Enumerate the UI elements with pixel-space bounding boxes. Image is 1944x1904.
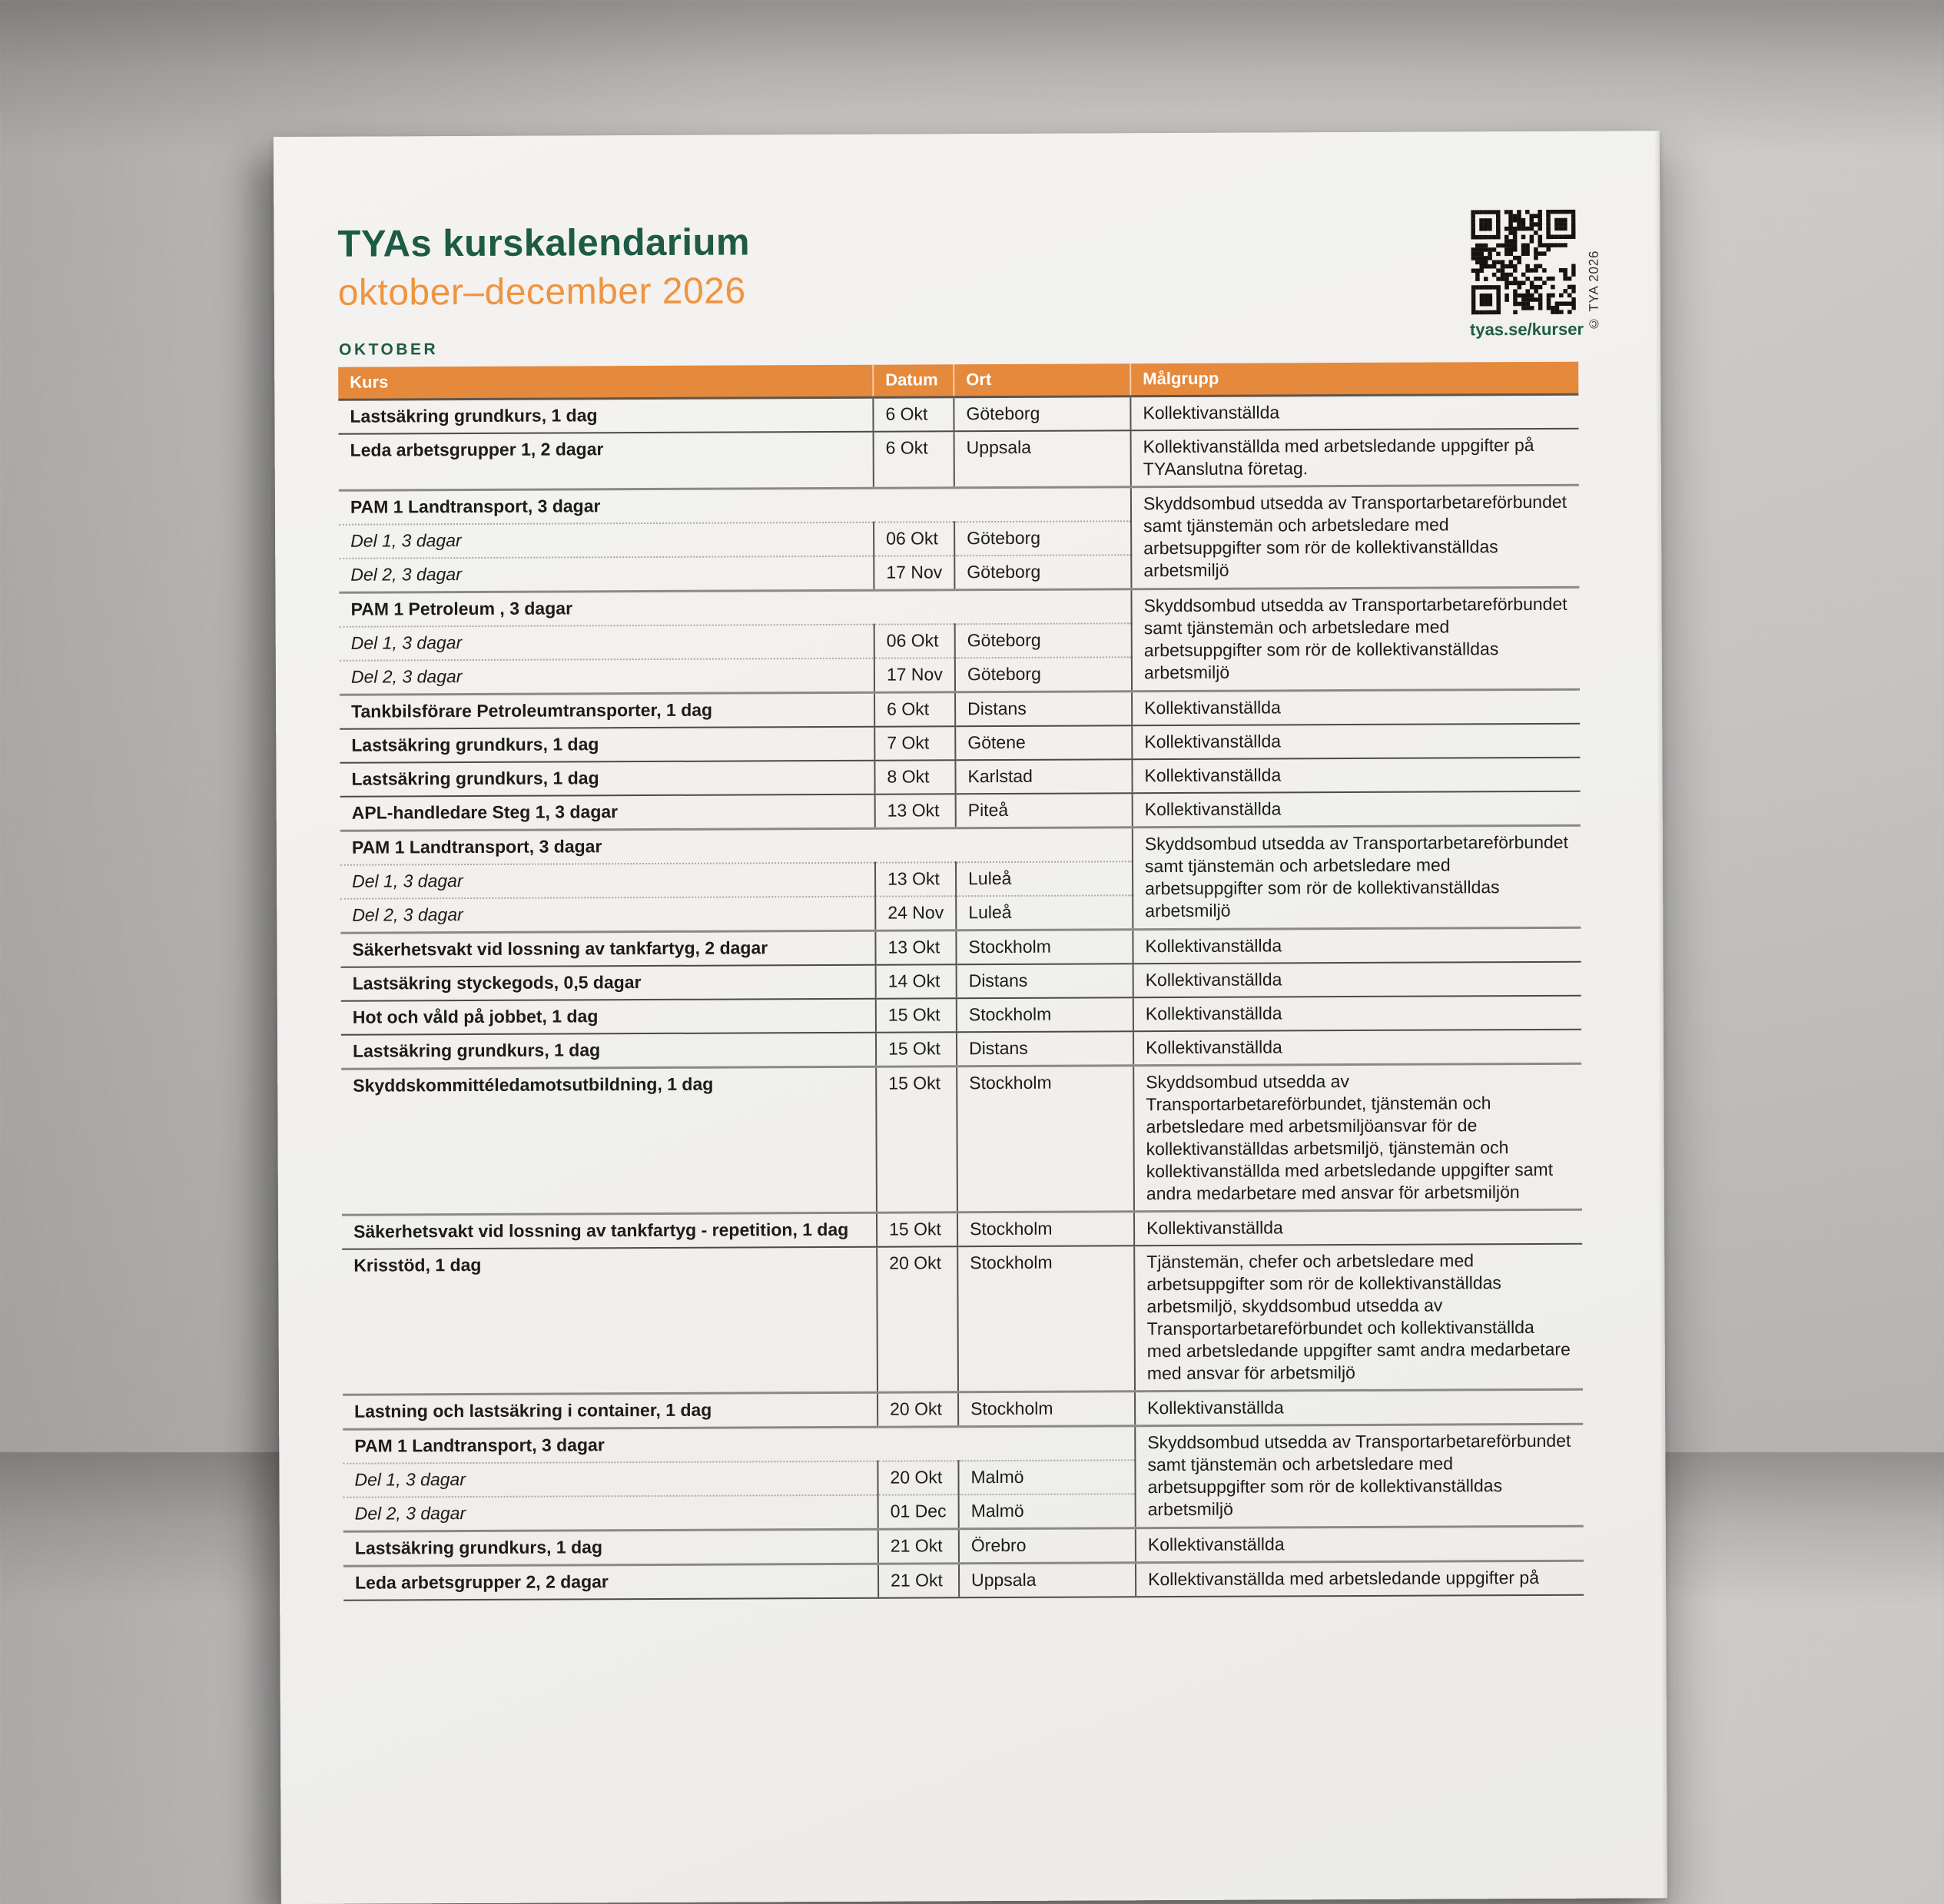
course-row bbox=[341, 996, 1581, 1035]
location-cell: Luleå bbox=[956, 861, 1133, 896]
location-cell: Distans bbox=[955, 692, 1132, 727]
location-cell: Distans bbox=[957, 1031, 1133, 1066]
location-cell: Göteborg bbox=[955, 623, 1132, 658]
audience-cell: Kollektivanställda bbox=[1135, 1389, 1583, 1426]
date-cell: 15 Okt bbox=[876, 998, 957, 1032]
audience-cell: Skyddsombud utsedda av Transportarbetareförbundet, tjänstemän och arbetsledare med arbetsmiljöansvar för de kollektivanställdas arbetsmiljö, tjänstemän och kollektivanställda med arbetsledande uppgifter samt andra medarbetare med ansvar för arbetsmiljön bbox=[1133, 1063, 1582, 1212]
date-cell: 06 Okt bbox=[874, 624, 955, 658]
location-cell: Stockholm bbox=[957, 1246, 1135, 1392]
course-cell: Tankbilsförare Petroleumtransporter, 1 dag bbox=[340, 692, 874, 729]
location-cell: Stockholm bbox=[957, 1212, 1134, 1247]
location-cell: Stockholm bbox=[957, 997, 1133, 1032]
date-cell: 17 Nov bbox=[874, 658, 955, 692]
course-row bbox=[341, 962, 1581, 1001]
location-cell: Uppsala bbox=[959, 1563, 1136, 1598]
date-cell: 06 Okt bbox=[874, 522, 954, 556]
location-cell: Distans bbox=[957, 964, 1133, 998]
date-cell: 6 Okt bbox=[874, 431, 954, 488]
course-row bbox=[338, 394, 1578, 434]
location-cell: Göteborg bbox=[954, 555, 1131, 590]
course-cell: PAM 1 Petroleum , 3 dagar bbox=[339, 589, 1131, 627]
column-header-ort: Ort bbox=[954, 363, 1130, 397]
qr-link[interactable]: tyas.se/kurser bbox=[1469, 319, 1584, 340]
date-cell: 20 Okt bbox=[877, 1392, 958, 1427]
location-cell: Göteborg bbox=[954, 521, 1131, 556]
location-cell: Örebro bbox=[959, 1528, 1136, 1564]
course-part-cell: Del 1, 3 dagar bbox=[340, 625, 874, 661]
course-row bbox=[340, 791, 1581, 831]
date-cell: 13 Okt bbox=[875, 862, 956, 896]
location-cell: Stockholm bbox=[957, 1066, 1134, 1212]
course-cell: Lastsäkring grundkurs, 1 dag bbox=[341, 1033, 876, 1070]
date-cell: 21 Okt bbox=[878, 1564, 959, 1598]
date-cell: 01 Dec bbox=[878, 1494, 959, 1529]
audience-cell: Kollektivanställda bbox=[1133, 962, 1581, 998]
course-row bbox=[341, 1030, 1581, 1070]
course-cell: Hot och våld på jobbet, 1 dag bbox=[341, 999, 876, 1035]
course-group-title-row bbox=[339, 485, 1579, 525]
location-cell: Malmö bbox=[959, 1494, 1136, 1529]
audience-cell: Kollektivanställda bbox=[1133, 996, 1581, 1032]
course-cell: APL-handledare Steg 1, 3 dagar bbox=[340, 794, 875, 831]
location-cell: Stockholm bbox=[958, 1392, 1135, 1427]
date-cell: 13 Okt bbox=[875, 930, 956, 965]
table-header-row bbox=[338, 362, 1578, 400]
date-cell: 7 Okt bbox=[874, 726, 955, 760]
course-row bbox=[343, 1389, 1583, 1429]
course-group-title-row bbox=[343, 1424, 1583, 1464]
course-row bbox=[342, 1244, 1583, 1395]
audience-cell: Skyddsombud utsedda av Transportarbetareförbundet samt tjänstemän och arbetsledare med arbetsuppgifter som rör de kollektivanställdas arbetsmiljö bbox=[1135, 1424, 1584, 1528]
date-cell: 15 Okt bbox=[876, 1032, 957, 1066]
course-row bbox=[339, 429, 1579, 491]
date-cell: 6 Okt bbox=[873, 397, 954, 432]
course-cell: Lastsäkring grundkurs, 1 dag bbox=[343, 1529, 878, 1566]
course-cell: Säkerhetsvakt vid lossning av tankfartyg - repetition, 1 dag bbox=[342, 1212, 877, 1249]
location-cell: Uppsala bbox=[954, 430, 1131, 488]
column-header-malgrupp: Målgrupp bbox=[1130, 362, 1578, 396]
audience-cell: Kollektivanställda med arbetsledande uppgifter på TYAanslutna företag. bbox=[1131, 429, 1579, 487]
audience-cell: Kollektivanställda bbox=[1132, 758, 1580, 794]
location-cell: Karlstad bbox=[955, 759, 1132, 794]
audience-cell: Kollektivanställda bbox=[1132, 724, 1580, 760]
audience-cell: Kollektivanställda bbox=[1134, 1209, 1582, 1246]
date-cell: 15 Okt bbox=[877, 1212, 957, 1247]
column-header-kurs: Kurs bbox=[338, 365, 873, 400]
course-cell: PAM 1 Landtransport, 3 dagar bbox=[343, 1426, 1135, 1464]
date-cell: 24 Nov bbox=[875, 896, 956, 930]
section-label-oktober: OKTOBER bbox=[339, 340, 439, 359]
course-cell: Leda arbetsgrupper 2, 2 dagar bbox=[343, 1564, 878, 1600]
course-row bbox=[343, 1561, 1584, 1600]
course-table-body bbox=[338, 394, 1584, 1600]
location-cell: Göteborg bbox=[954, 396, 1130, 432]
location-cell: Piteå bbox=[956, 793, 1133, 828]
date-cell: 21 Okt bbox=[878, 1529, 959, 1564]
course-cell: Skyddskommittéledamotsutbildning, 1 dag bbox=[341, 1066, 877, 1215]
course-group-title-row bbox=[340, 825, 1581, 865]
date-cell: 14 Okt bbox=[876, 964, 957, 998]
course-part-cell: Del 2, 3 dagar bbox=[340, 658, 874, 695]
date-cell: 20 Okt bbox=[877, 1461, 958, 1494]
location-cell: Malmö bbox=[958, 1460, 1135, 1494]
audience-cell: Kollektivanställda bbox=[1133, 927, 1581, 964]
date-cell: 8 Okt bbox=[874, 760, 955, 794]
audience-cell: Kollektivanställda bbox=[1132, 689, 1580, 725]
course-part-cell: Del 1, 3 dagar bbox=[340, 863, 875, 899]
date-cell: 20 Okt bbox=[877, 1246, 958, 1392]
course-cell: Lastsäkring grundkurs, 1 dag bbox=[340, 761, 874, 797]
location-cell: Stockholm bbox=[956, 930, 1133, 965]
course-row bbox=[342, 1209, 1582, 1249]
course-row bbox=[341, 1063, 1582, 1215]
course-cell: Krisstöd, 1 dag bbox=[342, 1247, 877, 1395]
course-row bbox=[340, 927, 1581, 967]
audience-cell: Kollektivanställda med arbetsledande uppgifter på bbox=[1136, 1561, 1584, 1597]
course-part-cell: Del 2, 3 dagar bbox=[339, 556, 874, 593]
course-row bbox=[340, 758, 1580, 797]
course-cell: Lastsäkring grundkurs, 1 dag bbox=[340, 727, 874, 763]
course-cell: Lastsäkring styckegods, 0,5 dagar bbox=[341, 965, 876, 1001]
course-cell: Lastning och lastsäkring i container, 1 dag bbox=[343, 1392, 877, 1429]
audience-cell: Kollektivanställda bbox=[1136, 1526, 1584, 1563]
course-cell: Säkerhetsvakt vid lossning av tankfartyg, 2 dagar bbox=[340, 930, 875, 967]
date-cell: 13 Okt bbox=[875, 794, 956, 828]
course-part-cell: Del 2, 3 dagar bbox=[343, 1495, 878, 1532]
location-cell: Göteborg bbox=[955, 657, 1132, 692]
course-group-title-row bbox=[339, 587, 1579, 627]
location-cell: Luleå bbox=[956, 895, 1133, 930]
date-cell: 15 Okt bbox=[876, 1066, 957, 1212]
course-cell: Lastsäkring grundkurs, 1 dag bbox=[338, 397, 873, 434]
page-title: TYAs kurskalendarium bbox=[337, 221, 751, 265]
course-row bbox=[340, 724, 1580, 763]
course-row bbox=[343, 1526, 1584, 1566]
audience-cell: Skyddsombud utsedda av Transportarbetareförbundet samt tjänstemän och arbetsledare med arbetsuppgifter som rör de kollektivanställdas arbetsmiljö bbox=[1133, 825, 1581, 930]
page-subtitle: oktober–december 2026 bbox=[337, 270, 746, 313]
qr-code-icon bbox=[1471, 210, 1576, 315]
audience-cell: Kollektivanställda bbox=[1130, 394, 1578, 430]
date-cell: 17 Nov bbox=[874, 556, 954, 590]
course-part-cell: Del 2, 3 dagar bbox=[340, 897, 875, 934]
course-table bbox=[338, 362, 1584, 1601]
course-cell: PAM 1 Landtransport, 3 dagar bbox=[339, 487, 1131, 525]
audience-cell: Kollektivanställda bbox=[1133, 1030, 1581, 1066]
course-row bbox=[340, 689, 1580, 729]
document-page bbox=[274, 131, 1667, 1904]
audience-cell: Skyddsombud utsedda av Transportarbetareförbundet samt tjänstemän och arbetsledare med arbetsuppgifter som rör de kollektivanställdas arbetsmiljö bbox=[1131, 485, 1580, 589]
date-cell: 6 Okt bbox=[874, 692, 955, 727]
audience-cell: Skyddsombud utsedda av Transportarbetareförbundet samt tjänstemän och arbetsledare med arbetsuppgifter som rör de kollektivanställdas arbetsmiljö bbox=[1131, 587, 1580, 692]
column-header-datum: Datum bbox=[873, 364, 954, 397]
location-cell: Götene bbox=[955, 725, 1132, 760]
course-cell: PAM 1 Landtransport, 3 dagar bbox=[340, 828, 1133, 865]
course-part-cell: Del 1, 3 dagar bbox=[343, 1461, 877, 1498]
audience-cell: Kollektivanställda bbox=[1133, 791, 1581, 828]
course-cell: Leda arbetsgrupper 1, 2 dagar bbox=[339, 432, 874, 491]
course-part-cell: Del 1, 3 dagar bbox=[339, 522, 874, 559]
copyright-note: © TYA 2026 bbox=[1586, 250, 1601, 331]
audience-cell: Tjänstemän, chefer och arbetsledare med arbetsuppgifter som rör de kollektivanställdas arbetsmiljö, skyddsombud utsedda av Transportarbetareförbundet och kollektivanställda med arbetsledande uppgifter samt andra medarbetare med ansvar för arbetsmiljö bbox=[1134, 1244, 1583, 1392]
